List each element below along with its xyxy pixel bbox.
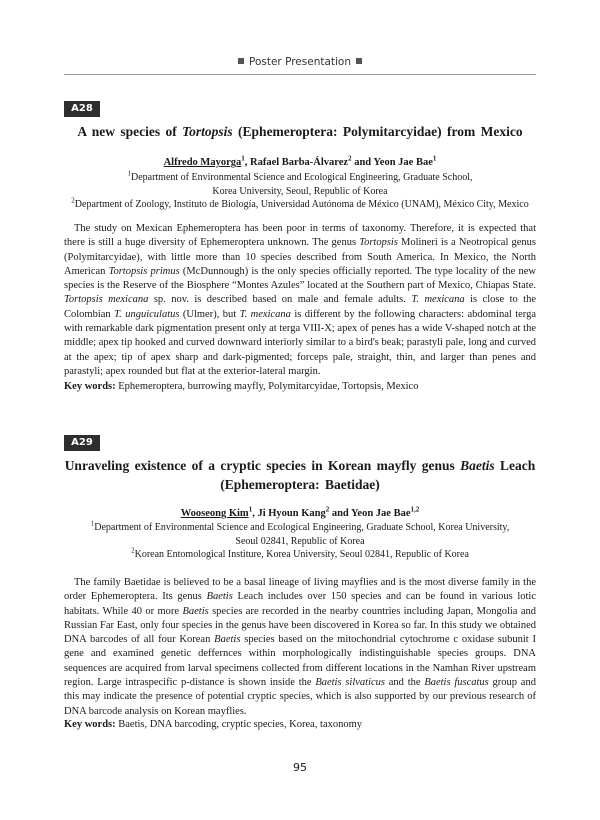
abstract-body: The study on Mexican Ephemeroptera has been poor in terms of taxonomy. Therefore, it is expected that there is still a huge diversity of Ephemeroptera unknown. The genus Tortopsis Molineri is a Neotropical genus (Polymitarcyidae), with little more than 10 species described from South America. In Mexico, the North American Tortopsis primus (McDunnough) is the only species officially reported. The type locality of the new species is the Reserve of the Biosphere “Montes Azules” located at the Southern part of Mexico, Chiapas State. Tortopsis mexicana sp. nov. is described based on male and female adults. T. mexicana is close to the Colombian T. unguiculatus (Ulmer), but T. mexicana is different by the following characters: abdominal terga with remarkable dark pigmentation present only at terga VIII-X; apex of penes has a wide V-shaped notch at the middle; apex tip hooked and curved downward interiorly similar to a bird's beak; parastyli pale, long and curved at the apex; tip of apex sharp and dark-pigmented; forceps pale, straight, thin, and larger than penes and parastyli; apex rounded but flat at the exterior-lateral margin. bbox=[64, 223, 537, 377]
author-list: Alfredo Mayorga$^1$, Rafael Barba-Álvarez$^2$ and Yeon Jae Bae$^1$ bbox=[163, 154, 437, 168]
page-number: 95 bbox=[293, 761, 307, 774]
abstract-id-badge: A29 bbox=[64, 435, 100, 451]
presenting-author: Alfredo Mayorga bbox=[163, 157, 242, 168]
square-bullet-icon bbox=[238, 58, 244, 64]
keywords-label: Key words: bbox=[64, 719, 116, 730]
presenting-author: Wooseong Kim bbox=[180, 508, 249, 519]
abstract-title: A new species of Tortopsis (Ephemeroptera: Polymitarcyidae) from Mexico bbox=[77, 124, 523, 139]
running-header bbox=[0, 56, 600, 68]
author: Yeon Jae Bae bbox=[351, 508, 411, 519]
author: Rafael Barba-Álvarez bbox=[250, 157, 349, 168]
affiliation-1-cont: Seoul 02841, Republic of Korea bbox=[235, 535, 365, 547]
affiliation-1: $^1$Department of Environmental Science and Ecological Engineering, Graduate School, Korea University, bbox=[90, 519, 510, 533]
affiliation-1: $^1$Department of Environmental Science and Ecological Engineering, Graduate School, bbox=[127, 169, 473, 183]
keywords: Key words: Baetis, DNA barcoding, cryptic species, Korea, taxonomy bbox=[64, 719, 363, 730]
affiliations bbox=[64, 171, 536, 212]
author-list: Wooseong Kim$^1$, Ji Hyoun Kang$^2$ and Yeon Jae Bae$^{1,2}$ bbox=[180, 505, 420, 519]
abstract-title: Unraveling existence of a cryptic species in Korean mayfly genus Baetis Leach (Ephemeroptera: Baetidae) bbox=[64, 458, 536, 492]
abstract-id-badge: A28 bbox=[64, 101, 100, 117]
author: Yeon Jae Bae bbox=[373, 157, 433, 168]
affiliation-1-cont: Korea University, Seoul, Republic of Korea bbox=[212, 185, 388, 197]
header-divider bbox=[64, 74, 536, 75]
author: Ji Hyoun Kang bbox=[257, 508, 326, 519]
square-bullet-icon bbox=[356, 58, 362, 64]
affiliation-2: $^2$Korean Entomological Institure, Korea University, Seoul 02841, Republic of Korea bbox=[131, 546, 469, 560]
affiliation-2: $^2$Department of Zoology, Instituto de Biología, Universidad Autónoma de México (UNAM), México City, Mexico bbox=[71, 196, 529, 210]
keywords-label: Key words: bbox=[64, 381, 116, 392]
affiliations bbox=[64, 521, 536, 562]
abstract-body: The family Baetidae is believed to be a basal lineage of living mayflies and is the most diverse family in the order Ephemeroptera. Its genus Baetis Leach includes over 150 species and can be found in various lotic habitats. While 40 or more Baetis species are recorded in the nearby countries including Japan, Mongolia and Russian Far East, only four species in the genus have been discovered in Korea so far. In this study we obtained DNA barcodes of all four Korean Baetis species based on the mitochondrial cytochrome c oxidase subunit I gene and examined genetic deffernces within morphologically indistinguishable species groups. DNA sequences are acquired from larval specimens collected from different locations in the Namhan River upstream region. Large intraspecific p-distance is shown inside the Baetis silvaticus and the Baetis fuscatus group and this may indicate the presence of potential cryptic species, which is also supported by our previous research of DNA barcode analysis on Korean mayflies. bbox=[64, 577, 536, 717]
header-label: Poster Presentation bbox=[248, 56, 352, 68]
keywords: Key words: Ephemeroptera, burrowing mayfly, Polymitarcyidae, Tortopsis, Mexico bbox=[64, 381, 419, 392]
